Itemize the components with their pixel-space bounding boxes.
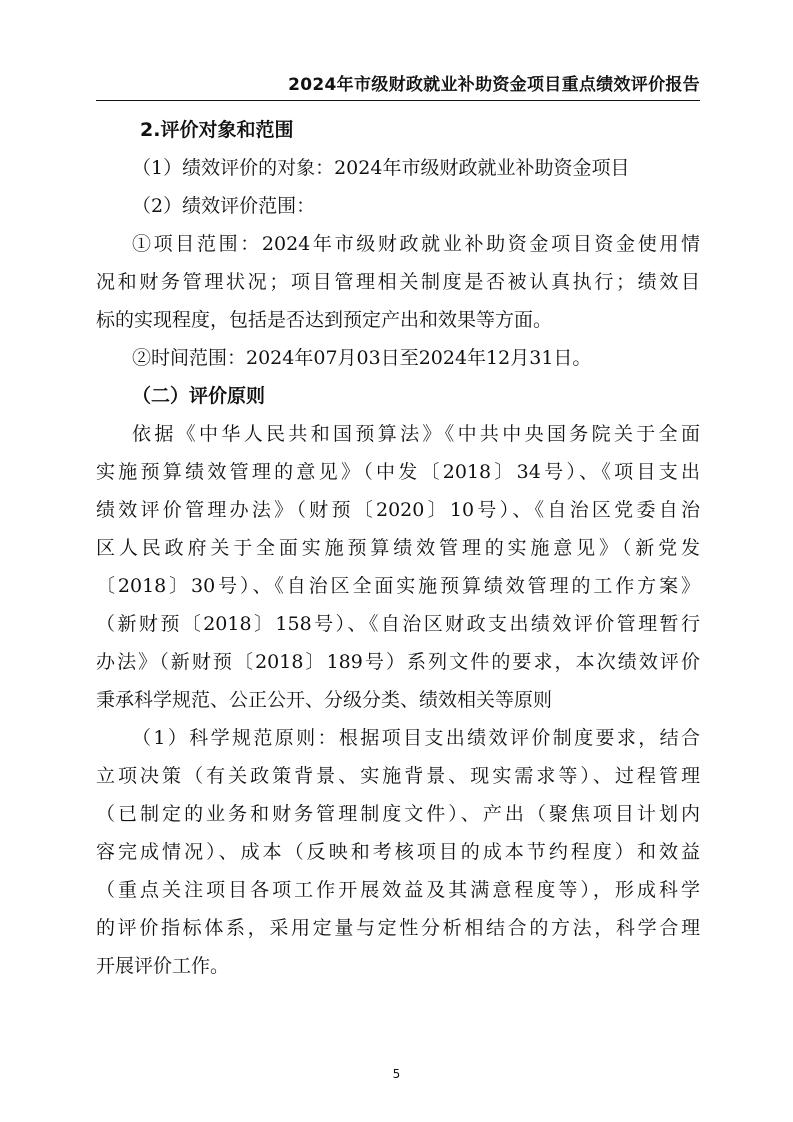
- header-divider: [96, 100, 700, 101]
- paragraph-line: （重点关注项目各项工作开展效益及其满意程度等），形成科学: [96, 879, 700, 901]
- principles-heading: （二）评价原则: [132, 385, 266, 407]
- page-header-title: 2024年市级财政就业补助资金项目重点绩效评价报告: [288, 75, 700, 95]
- paragraph-line: 容完成情况）、成本（反映和考核项目的成本节约程度）和效益: [96, 841, 700, 863]
- paragraph-line: 区人民政府关于全面实施预算绩效管理的实施意见》（新党发: [96, 537, 700, 559]
- paragraph-line: （已制定的业务和财务管理制度文件）、产出（聚焦项目计划内: [96, 803, 700, 825]
- evaluation-scope-title: （2）绩效评价范围：: [132, 195, 316, 217]
- paragraph-line: 的评价指标体系，采用定量与定性分析相结合的方法，科学合理: [96, 917, 700, 939]
- document-body: [96, 111, 700, 985]
- paragraph-line: （1）科学规范原则：根据项目支出绩效评价制度要求，结合: [132, 727, 700, 749]
- paragraph-line: 绩效评价管理办法》（财预〔2020〕10号）、《自治区党委自治: [96, 499, 700, 521]
- paragraph-line: 开展评价工作。: [96, 955, 230, 977]
- paragraph-line: 实施预算绩效管理的意见》（中发〔2018〕34号）、《项目支出: [96, 461, 700, 483]
- paragraph-line: 办法》（新财预〔2018〕189号）系列文件的要求，本次绩效评价: [96, 651, 700, 673]
- evaluation-object: （1）绩效评价的对象：2024年市级财政就业补助资金项目: [132, 157, 630, 179]
- page-number: 5: [392, 1067, 401, 1081]
- paragraph-line: 况和财务管理状况；项目管理相关制度是否被认真执行；绩效目: [96, 271, 700, 293]
- section-heading: 2.评价对象和范围: [140, 119, 294, 141]
- time-scope: ②时间范围：2024年07月03日至2024年12月31日。: [132, 347, 592, 369]
- paragraph-line: 〔2018〕30号）、《自治区全面实施预算绩效管理的工作方案》: [96, 575, 700, 597]
- paragraph-line: 秉承科学规范、公正公开、分级分类、绩效相关等原则: [96, 689, 553, 711]
- paragraph-line: 立项决策（有关政策背景、实施背景、现实需求等）、过程管理: [96, 765, 700, 787]
- paragraph-line: ①项目范围：2024年市级财政就业补助资金项目资金使用情: [132, 233, 700, 255]
- paragraph-line: （新财预〔2018〕158号）、《自治区财政支出绩效评价管理暂行: [96, 613, 700, 635]
- paragraph-line: 标的实现程度，包括是否达到预定产出和效果等方面。: [96, 309, 553, 331]
- paragraph-line: 依据《中华人民共和国预算法》《中共中央国务院关于全面: [132, 423, 700, 445]
